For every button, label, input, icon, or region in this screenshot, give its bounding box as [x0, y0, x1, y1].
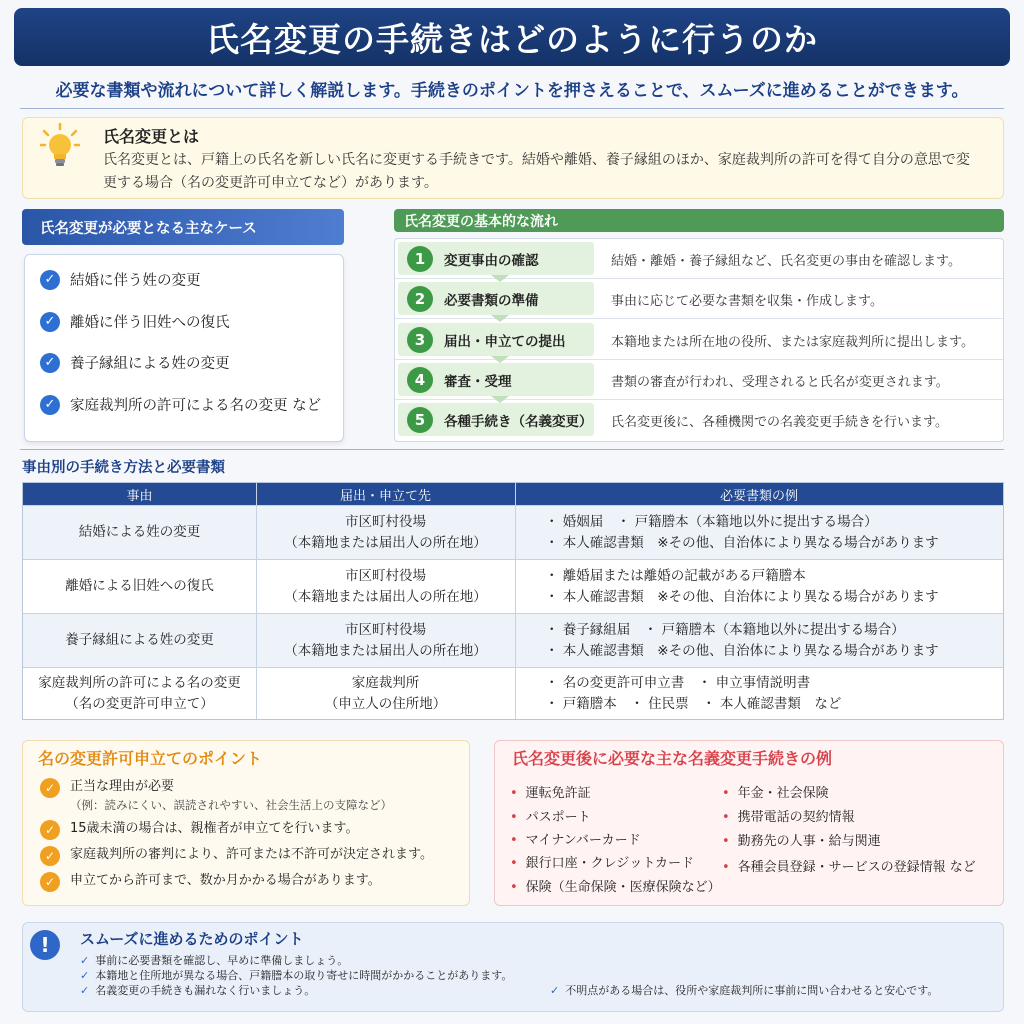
procedure-item: • マイナンバーカード [510, 833, 641, 848]
table-section-title: 事由別の手続き方法と必要書類 [22, 460, 225, 476]
documents-cell: ・ 養子縁組届 ・ 戸籍謄本（本籍地以外に提出する場合） ・ 本人確認書類 ※その他、自治体により異なる場合があります [545, 621, 939, 659]
check-icon: ✓ [40, 312, 60, 332]
column-divider [515, 483, 516, 719]
flow-step [395, 239, 1003, 279]
check-icon: ✓ [40, 820, 60, 840]
check-icon: ✓ [80, 969, 90, 982]
step-label: 必要書類の準備 [444, 292, 539, 309]
column-divider [256, 483, 257, 719]
check-icon: ✓ [80, 954, 90, 967]
point-item: ✓ 申立てから許可まで、数か月かかる場合があります。 [40, 872, 381, 892]
check-icon: ✓ [40, 270, 60, 290]
procedure-item: • 年金・社会保険 [722, 786, 829, 801]
divider [20, 108, 1004, 109]
smooth-item: ✓ 本籍地と住所地が異なる場合、戸籍謄本の取り寄せに時間がかかることがあります。 [80, 969, 513, 982]
flow-heading: 氏名変更の基本的な流れ [394, 209, 1004, 232]
smooth-item: ✓ 不明点がある場合は、役所や家庭裁判所に事前に問い合わせると安心です。 [550, 984, 939, 997]
column-header: 必要書類の例 [515, 483, 1003, 505]
procedure-item: • 携帯電話の契約情報 [722, 810, 855, 825]
column-header: 事由 [23, 483, 256, 505]
step-label: 審査・受理 [444, 373, 512, 390]
smooth-item: ✓ 名義変更の手続きも漏れなく行いましょう。 [80, 984, 316, 997]
page-subtitle: 必要な書類や流れについて詳しく解説します。手続きのポイントを押さえることで、スムーズに進めることができます。 [55, 81, 969, 101]
step-description: 氏名変更後に、各種機関での名義変更手続きを行います。 [611, 415, 948, 430]
case-item: ✓ 離婚に伴う旧姓への復氏 [40, 311, 230, 332]
procedure-item: • 保険（生命保険・医療保険など） [510, 880, 721, 895]
reason-cell: 離婚による旧姓への復氏 [65, 578, 214, 594]
step-number: 4 [407, 367, 433, 393]
check-icon: ✓ [80, 984, 90, 997]
step-number: 5 [407, 407, 433, 433]
table-row [23, 505, 1003, 559]
procedure-item: • 運転免許証 [510, 786, 591, 801]
smooth-item: ✓ 事前に必要書類を確認し、早めに準備しましょう。 [80, 954, 349, 967]
step-label: 変更事由の確認 [444, 252, 539, 269]
exclamation-icon: ! [30, 930, 60, 960]
step-description: 結婚・離婚・養子縁組など、氏名変更の事由を確認します。 [611, 254, 961, 269]
procedures-heading: 氏名変更後に必要な主な名義変更手続きの例 [512, 749, 833, 768]
step-description: 本籍地または所在地の役所、または家庭裁判所に提出します。 [611, 335, 974, 350]
flow-step [395, 279, 1003, 319]
procedure-item: • パスポート [510, 810, 591, 825]
step-number: 1 [407, 246, 433, 272]
documents-cell: ・ 婚姻届 ・ 戸籍謄本（本籍地以外に提出する場合） ・ 本人確認書類 ※その他、自治体により異なる場合があります [545, 513, 939, 551]
destination-cell: 市区町村役場 （本籍地または届出人の所在地） [284, 567, 487, 605]
check-icon: ✓ [550, 984, 560, 997]
case-item: ✓ 養子縁組による姓の変更 [40, 352, 230, 373]
documents-cell: ・ 名の変更許可申立書 ・ 申立事情説明書 ・ 戸籍謄本 ・ 住民票 ・ 本人確認書類 など [545, 674, 842, 712]
flow-step [395, 360, 1003, 400]
table-row [23, 667, 1003, 719]
step-number: 3 [407, 327, 433, 353]
points-heading: 名の変更許可申立てのポイント [38, 749, 263, 768]
documents-table [22, 482, 1004, 720]
destination-cell: 家庭裁判所 （申立人の住所地） [324, 674, 447, 712]
documents-cell: ・ 離婚届または離婚の記載がある戸籍謄本 ・ 本人確認書類 ※その他、自治体により異なる場合があります [545, 567, 939, 605]
case-item: ✓ 家庭裁判所の許可による名の変更 など [40, 394, 321, 415]
reason-cell: 家庭裁判所の許可による名の変更 （名の変更許可申立て） [38, 674, 241, 712]
reason-cell: 養子縁組による姓の変更 [65, 632, 214, 648]
table-row [23, 613, 1003, 667]
step-label: 各種手続き（名義変更） [444, 413, 593, 430]
step-description: 書類の審査が行われ、受理されると氏名が変更されます。 [611, 375, 949, 390]
destination-cell: 市区町村役場 （本籍地または届出人の所在地） [284, 513, 487, 551]
step-number: 2 [407, 286, 433, 312]
lightbulb-icon [40, 123, 80, 169]
table-row [23, 559, 1003, 613]
flow-step [395, 400, 1003, 440]
intro-text: 氏名変更とは、戸籍上の氏名を新しい氏名に変更する手続きです。結婚や離婚、養子縁組のほか、家庭裁判所の許可を得て自分の意思で変更する場合（名の変更許可申立てなど）があります。 [103, 152, 970, 191]
cases-heading: 氏名変更が必要となる主なケース [22, 209, 344, 245]
column-header: 届出・申立て先 [256, 483, 515, 505]
check-icon: ✓ [40, 778, 60, 798]
page-title: 氏名変更の手続きはどのように行うのか [14, 8, 1010, 66]
point-item: ✓ 15歳未満の場合は、親権者が申立てを行います。 [40, 820, 359, 840]
point-item: ✓ 正当な理由が必要 （例：読みにくい、誤読されやすい、社会生活上の支障など） [40, 778, 392, 814]
procedure-item: • 勤務先の人事・給与関連 [722, 834, 881, 849]
procedure-item: • 各種会員登録・サービスの登録情報 など [722, 860, 976, 875]
intro-heading: 氏名変更とは [103, 127, 200, 146]
smooth-heading: スムーズに進めるためのポイント [80, 930, 304, 948]
procedure-item: • 銀行口座・クレジットカード [510, 856, 694, 871]
step-description: 事由に応じて必要な書類を収集・作成します。 [611, 294, 883, 309]
check-icon: ✓ [40, 353, 60, 373]
point-item: ✓ 家庭裁判所の審判により、許可または不許可が決定されます。 [40, 846, 433, 866]
destination-cell: 市区町村役場 （本籍地または届出人の所在地） [284, 621, 487, 659]
check-icon: ✓ [40, 395, 60, 415]
flow-step [395, 320, 1003, 360]
step-label: 届出・申立ての提出 [444, 333, 566, 350]
check-icon: ✓ [40, 872, 60, 892]
reason-cell: 結婚による姓の変更 [78, 524, 201, 540]
check-icon: ✓ [40, 846, 60, 866]
divider [20, 449, 1004, 450]
case-item: ✓ 結婚に伴う姓の変更 [40, 269, 201, 290]
